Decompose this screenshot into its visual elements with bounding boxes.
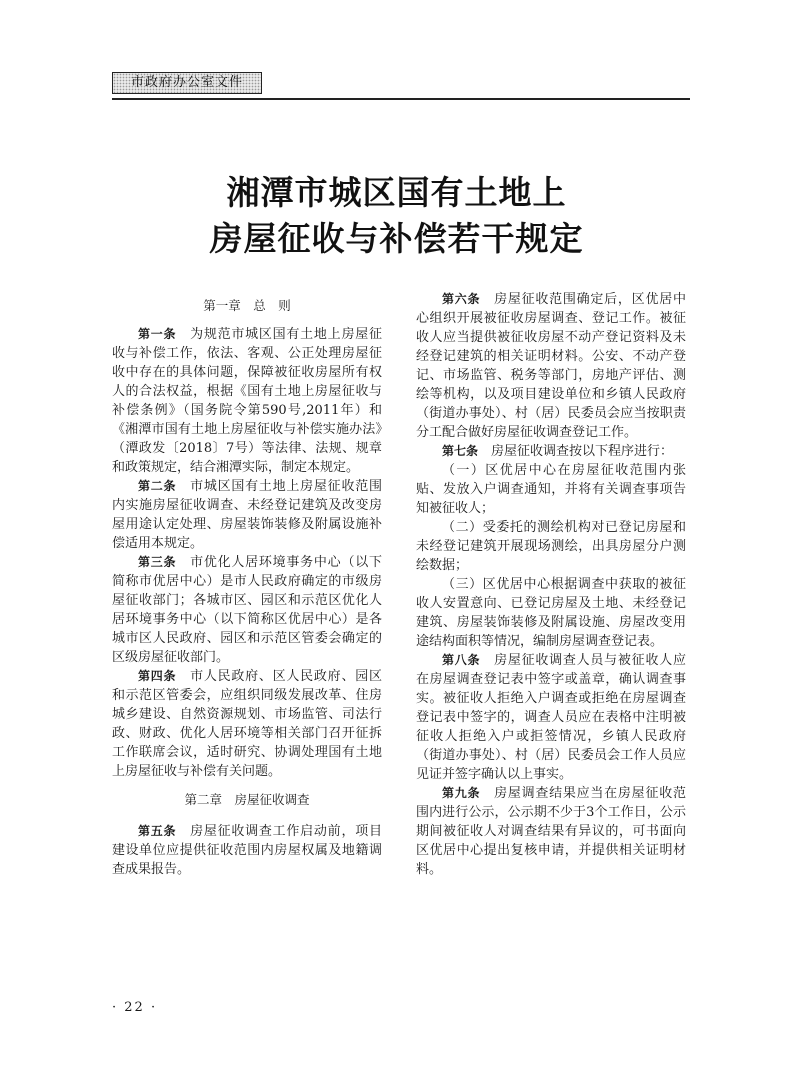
article-7-text: 房屋征收调查按以下程序进行：	[491, 444, 674, 459]
article-3-label: 第三条	[138, 555, 177, 569]
article-3	[112, 553, 382, 667]
article-8-text: 房屋征收调查人员与被征收人应在房屋调查登记表中签字或盖章，确认调查事实。被征收人拒绝入户调查或拒绝在房屋调查登记表中签字的，调查人员应在表格中注明被征收人拒绝入户或拒签情况，乡镇人民政府（街道办事处）、村（居）民委员会工作人员应见证并签字确认以上事实。	[416, 653, 686, 782]
left-column	[112, 290, 382, 879]
chapter-1-heading: 第一章 总 则	[203, 298, 291, 313]
document-title	[0, 170, 793, 262]
article-9-label: 第九条	[442, 786, 481, 800]
article-4	[112, 667, 382, 781]
section-header-tag: 市政府办公室文件	[112, 72, 262, 94]
article-6-text: 房屋征收范围确定后，区优居中心组织开展被征收房屋调查、登记工作。被征收人应当提供被征收房屋不动产登记资料及未经登记建筑的相关证明材料。公安、不动产登记、市场监管、税务等部门，房地产评估、测绘等机构，以及项目建设单位和乡镇人民政府（街道办事处）、村（居）民委员会应当按职责分工配合做好房屋征收调查登记工作。	[416, 292, 686, 440]
article-8	[416, 651, 686, 784]
article-7-item-3: （三）区优居中心根据调查中获取的被征收人安置意向、已登记房屋及土地、未经登记建筑、房屋装饰装修及附属设施、房屋改变用途结构面积等情况，编制房屋调查登记表。	[416, 577, 686, 649]
article-8-label: 第八条	[442, 653, 481, 667]
article-4-label: 第四条	[138, 669, 177, 683]
right-column	[416, 290, 686, 879]
article-6	[416, 290, 686, 442]
article-7	[416, 442, 686, 461]
article-2-label: 第二条	[138, 479, 177, 493]
article-9-text: 房屋调查结果应当在房屋征收范围内进行公示，公示期不少于3个工作日，公示期间被征收人对调查结果有异议的，可书面向区优居中心提出复核申请，并提供相关证明材料。	[416, 786, 686, 877]
article-2-text: 市城区国有土地上房屋征收范围内实施房屋征收调查、未经登记建筑及改变房屋用途认定处理、房屋装饰装修及附属设施补偿适用本规定。	[112, 479, 382, 551]
article-1-text: 为规范市城区国有土地上房屋征收与补偿工作，依法、客观、公正处理房屋征收中存在的具体问题，保障被征收房屋所有权人的合法权益，根据《国有土地上房屋征收与补偿条例》（国务院令第590号,2011年）和《湘潭市国有土地上房屋征收与补偿实施办法》（潭政发〔2018〕7号）等法律、法规、规章和政策规定，结合湘潭实际，制定本规定。	[112, 327, 382, 475]
article-6-label: 第六条	[442, 292, 481, 306]
article-9	[416, 784, 686, 879]
header-divider	[112, 98, 690, 100]
article-2	[112, 477, 382, 553]
article-4-text: 市人民政府、区人民政府、园区和示范区管委会，应组织同级发展改革、住房城乡建设、自然资源规划、市场监管、司法行政、财政、优化人居环境等相关部门召开征拆工作联席会议，适时研究、协调处理国有土地上房屋征收与补偿有关问题。	[112, 669, 382, 779]
title-line-1: 湘潭市城区国有土地上	[226, 173, 567, 212]
article-5-label: 第五条	[138, 824, 177, 838]
article-5	[112, 822, 382, 879]
article-7-item-2: （二）受委托的测绘机构对已登记房屋和未经登记建筑开展现场测绘，出具房屋分户测绘数据；	[416, 520, 686, 573]
article-7-label: 第七条	[442, 444, 479, 458]
article-7-item-1: （一）区优居中心在房屋征收范围内张贴、发放入户调查通知，并将有关调查事项告知被征收人；	[416, 463, 686, 516]
article-1	[112, 325, 382, 477]
article-1-label: 第一条	[138, 327, 177, 341]
chapter-2-heading: 第二章 房屋征收调查	[184, 792, 310, 807]
title-line-2: 房屋征收与补偿若干规定	[209, 219, 584, 258]
article-5-text: 房屋征收调查工作启动前，项目建设单位应提供征收范围内房屋权属及地籍调查成果报告。	[112, 824, 382, 877]
page-number: · 22 ·	[112, 1000, 158, 1015]
article-3-text: 市优化人居环境事务中心（以下简称市优居中心）是市人民政府确定的市级房屋征收部门；各城市区、园区和示范区优化人居环境事务中心（以下简称区优居中心）是各城市区人民政府、园区和示范区管委会确定的区级房屋征收部门。	[112, 555, 382, 665]
